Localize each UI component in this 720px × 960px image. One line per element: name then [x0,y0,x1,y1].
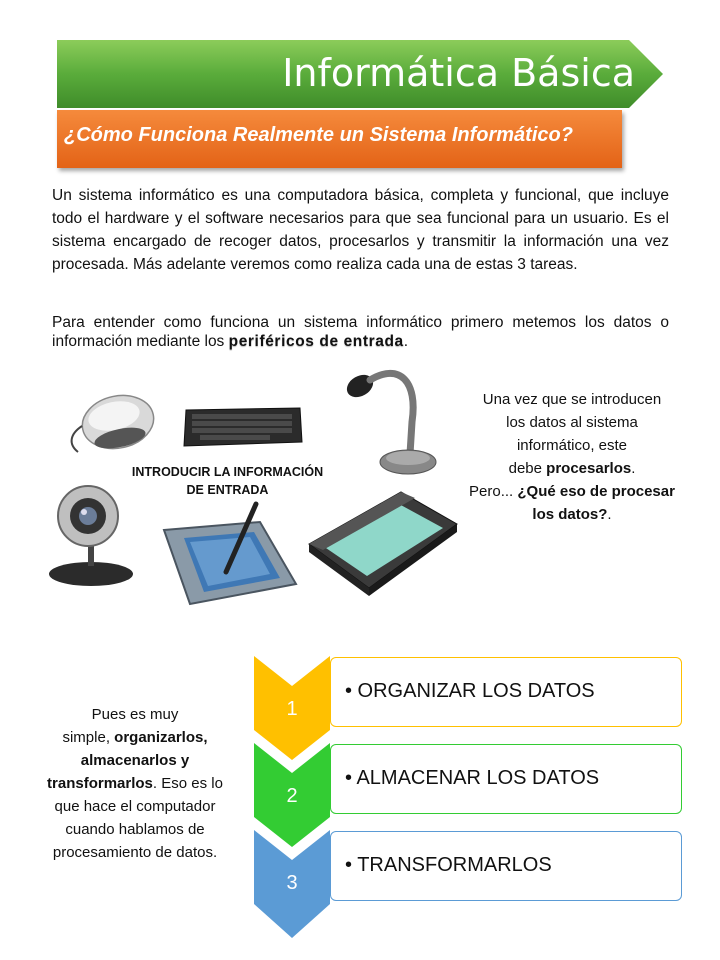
processing-line4 [452,457,692,480]
step-3-box [330,831,682,901]
step-1-number: 1 [286,698,298,720]
peripherals-paragraph [52,313,669,351]
input-label-line2: DE ENTRADA [186,483,269,497]
microphone-icon [340,362,440,477]
summary-line3 [30,749,240,772]
processing-summary [30,703,240,864]
summary-line2 [30,726,240,749]
peripherals-end: . [403,333,409,350]
peripherals-bold: periféricos de entrada [228,333,404,350]
processing-explanation [452,388,692,526]
graphics-tablet-icon [160,500,300,612]
subtitle-bar [57,110,622,168]
intro-paragraph: Un sistema informático es una computadora básica, completa y funcional, que incluye todo el hardware y el software necesarios para que sea funcional para un usuario. Es el sistema encargado de recoger datos, procesarlos y transmitir la información una vez procesada. Más adelante veremos como realiza cada una de estas 3 tareas. [52,187,669,273]
summary-line7: procesamiento de datos. [52,844,218,861]
step-2-label: • ALMACENAR LOS DATOS [345,767,600,789]
processing-line6 [452,503,692,526]
summary-line5: que hace el computador [54,798,216,815]
input-devices-label [125,463,330,499]
processing-line4-bold: procesarlos [546,460,632,477]
summary-line2-bold: organizarlos, [114,729,208,746]
summary-line2-pre: simple, [62,729,115,746]
processing-line5-pre: Pero... [469,483,518,500]
summary-line6: cuando hablamos de [65,821,205,838]
processing-line5 [452,480,692,503]
step-1-label: • ORGANIZAR LOS DATOS [345,680,595,702]
summary-line1: Pues es muy [91,706,179,723]
processing-line4-end: . [631,460,636,477]
page-title: Informática Básica [282,51,635,95]
step-3-number: 3 [286,872,298,894]
summary-line4-bold: transformarlos [47,775,153,792]
step-3-label: • TRANSFORMARLOS [345,854,552,876]
summary-line4-end: . Eso es lo [152,775,223,792]
processing-line6-end: . [607,506,612,523]
step-2-number: 2 [286,785,298,807]
page-subtitle: ¿Cómo Funciona Realmente un Sistema Informático? [64,124,573,146]
summary-line3-bold: almacenarlos y [80,752,190,769]
step-1-box [330,657,682,727]
processing-line2: los datos al sistema [506,414,638,431]
mouse-icon [60,390,170,460]
summary-line4 [30,772,240,795]
title-banner [57,40,663,108]
processing-line6-bold: los datos? [532,506,608,523]
keyboard-icon [180,404,305,454]
step-2-box [330,744,682,814]
input-label-line1: INTRODUCIR LA INFORMACIÓN [131,465,324,479]
peripherals-text: Para entender como funciona un sistema informático primero metemos los datos o información mediante los [52,314,669,350]
processing-line3: informático, este [516,437,628,454]
processing-line5-bold: ¿Qué eso de procesar [517,483,675,500]
processing-line1: Una vez que se introducen [482,391,662,408]
processing-line4-pre: debe [508,460,547,477]
scanner-icon [305,484,460,599]
